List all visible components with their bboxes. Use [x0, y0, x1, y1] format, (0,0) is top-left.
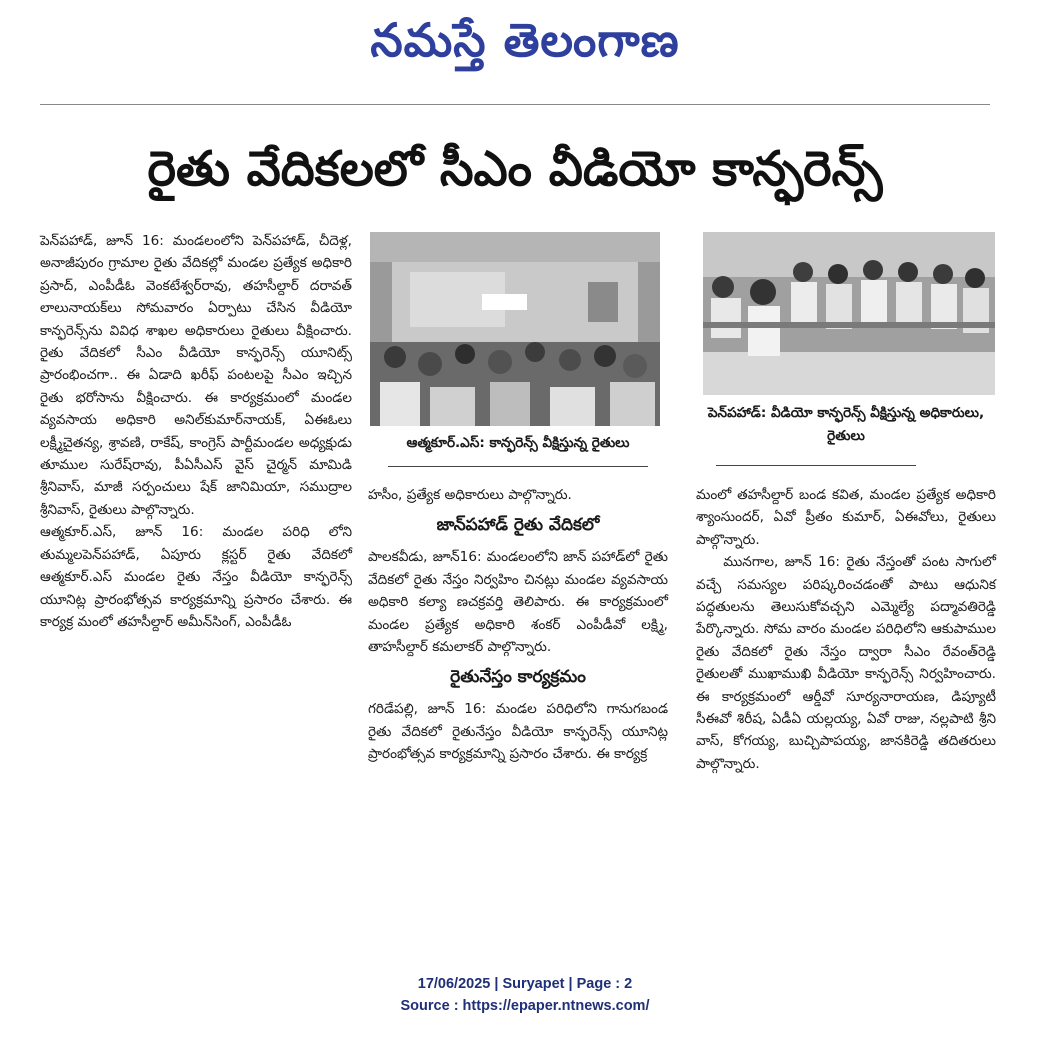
- subhead-janpahad: జాన్‌పహాడ్ రైతు వేదికలో: [436, 515, 600, 536]
- masthead-divider: [40, 104, 990, 105]
- photo-farmers-watching-conference: [370, 232, 660, 426]
- photo-image-1: [370, 232, 660, 426]
- article-column-1: [40, 230, 352, 633]
- paragraph-continued-3: మంలో తహసీల్దార్ బండ కవిత, మండల ప్రత్యేక అధికారి శ్యాంసుందర్, ఏవో ప్రీతం కుమార్, ఏఈవోలు, రైతులు పాల్గొన్నారు.: [696, 487, 996, 548]
- paragraph-penpahad: పెన్‌పహాడ్, జూన్ 16: మండలంలోని పెన్‌పహాడ్, చీదెళ్ల, అనాజీపురం గ్రామాల రైతు వేదికల్లో మండల ప్రత్యేక అధికారి ప్రసాద్, ఎంపీడీఓ వెంకటేశ్వర్‌రావు, తహసీల్దార్ దరావత్ లాలునాయక్‌లు సోమవారం ఏర్పాటు చేసిన వీడియో కాన్ఫరెన్స్‌ను వివిధ శాఖల అధికారులు రైతులు వీక్షించారు. రైతు వేదికలో సీఎం వీడియో కాన్ఫరెన్స్ యూనిట్స్ ప్రారంభించగా.. ఈ ఏడాది ఖరీఫ్ పంటలపై సీఎం ఇచ్చిన రైతు భరోసాను వీక్షించారు. ఈ కార్యక్రమంలో మండల వ్యవసాయ అధికారి అనిల్‌కుమార్‌నాయక్, ఏఈఓలు లక్ష్మీచైతన్య, శ్రావణి, రాకేష్, కాంగ్రెస్ పార్టీమండల అధ్యక్షుడు తూముల సురేష్‌రావు, పీఏసీఎస్ వైస్ చైర్మన్ మామిడి శ్రీనివాస్, మాజీ సర్పంచులు షేక్ జానిమియా, సముద్రాల శ్రీనివాస్, రైతులు పాల్గొన్నారు.: [40, 233, 352, 518]
- paragraph-janpahad: పాలకవీడు, జూన్16: మండలంలోని జాన్ పహాడ్‌లో రైతు వేదికలో రైతు నేస్తం నిర్వహిం చినట్లు మండల వ్యవసాయ అధికారి కల్యా ణచక్రవర్తి తెలిపారు. ఈ కార్యక్రమంలో మండల ప్రత్యేక అధికారి శంకర్ ఎంపీడీవో లక్ష్మి, తాహసీల్దార్ కమలాకర్ పాల్గొన్నారు.: [368, 549, 668, 656]
- article-column-3: [696, 484, 996, 775]
- caption-divider-2: [716, 465, 916, 466]
- subhead-raitu-nestham: రైతునేస్తం కార్యక్రమం: [450, 667, 586, 688]
- paragraph-continued: హసీం, ప్రత్యేక అధికారులు పాల్గొన్నారు.: [368, 487, 572, 503]
- photo-caption-1: ఆత్మకూర్.ఎస్: కాన్ఫరెన్స్ వీక్షిస్తున్న రైతులు: [406, 435, 630, 451]
- paragraph-munagala: మునగాల, జూన్ 16: రైతు నేస్తంతో పంట సాగులో వచ్చే సమస్యల పరిష్కరించడంతో పాటు ఆధునిక పద్ధతులను తెలుసుకోవచ్చని ఎమ్మెల్యే పద్మావతిరెడ్డి పేర్కొన్నారు. సోమ వారం మండల పరిధిలోని ఆకుపాముల రైతు వేదికలో రైతు నేస్తం ద్వారా సీఎం రేవంత్‌రెడ్డి రైతులతో ముఖాముఖి వీడియో కాన్ఫరెన్స్ నిర్వహించారు. ఈ కార్యక్రమంలో ఆర్డీవో సూర్యనారాయణ, డిప్యూటీ సీఈవో శిరీష, ఏడీఏ యల్లయ్య, ఏవో రాజు, నల్లపాటి శ్రీని వాస్, కోగయ్య, బుచ్చిపాపయ్య, జానకిరెడ్డి తదితరులు పాల్గొన్నారు.: [696, 554, 996, 772]
- article-column-2: [368, 484, 668, 766]
- article-headline: రైతు వేదికలలో సీఎం వీడియో కాన్ఫరెన్స్: [147, 141, 883, 197]
- photo-officials-watching-conference: [703, 232, 995, 395]
- paragraph-garidepalli: గరిడేపల్లి, జూన్ 16: మండల పరిధిలోని గానుగబండ రైతు వేదికలో రైతునేస్తం వీడియో కాన్ఫరెన్స్ యూనిట్ల ప్రారంభోత్సవ కార్యక్రమాన్ని ప్రసారం చేశారు. ఈ కార్యక్ర: [368, 701, 668, 763]
- caption-divider-1: [388, 466, 648, 467]
- footer-source-link[interactable]: Source : https://epaper.ntnews.com/: [400, 998, 650, 1014]
- masthead-logo: నమస్తే తెలంగాణ: [370, 13, 680, 67]
- footer-date-page: 17/06/2025 | Suryapet | Page : 2: [417, 976, 633, 992]
- paragraph-atmakur: ఆత్మకూర్.ఎస్, జూన్ 16: మండల పరిధి లోని తుమ్మలపెన్‌పహాడ్, ఏపూరు క్లస్టర్ రైతు వేదికలో ఆత్మకూర్.ఎస్ మండల రైతు నేస్తం వీడియో కాన్ఫరెన్స్ యూనిట్ల ప్రారంభోత్సవ కార్యక్రమాన్ని ప్రసారం చేశారు. ఈ కార్యక్ర మంలో తహసీల్దార్ అమీన్‌సింగ్, ఎంపీడీఓ: [40, 524, 352, 630]
- photo-caption-2: పెన్‌పహాడ్: వీడియో కాన్ఫరెన్స్ వీక్షిస్తున్న అధికారులు, రైతులు: [707, 405, 985, 444]
- photo-image-2: [703, 232, 995, 395]
